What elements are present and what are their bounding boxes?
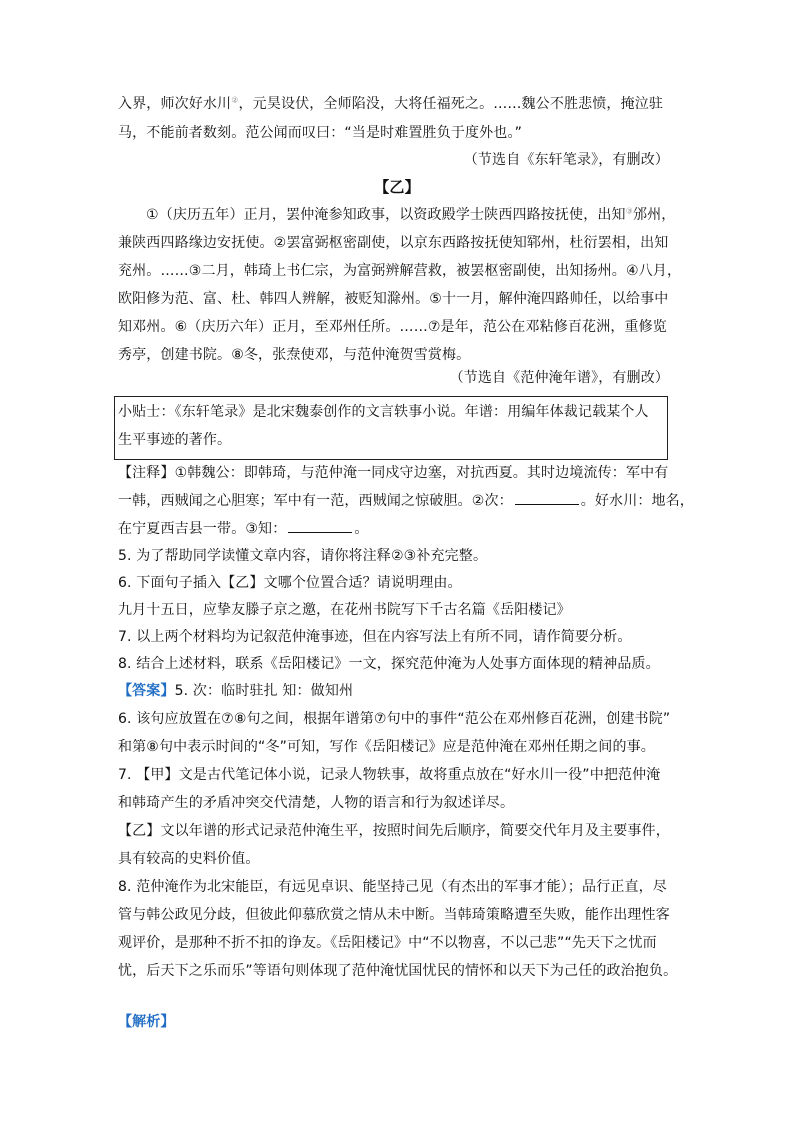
yi-line-4: 欧阳修为范、富、杜、韩四人辨解，被贬知滁州。⑤十一月，解仲淹四路帅任，以给事中 — [118, 291, 669, 307]
jia-line-2: 马，不能前者数刻。范公闻而叹曰：“当是时难置胜负于度外也。” — [118, 125, 523, 141]
question-8: 8. 结合上述材料，联系《岳阳楼记》一文，探究范仲淹为人处事方面体现的精神品质。 — [118, 656, 660, 672]
answer-7-line-3: 【乙】文以年谱的形式记录范仲淹生平，按照时间先后顺序，简要交代年月及主要事件， — [118, 823, 670, 839]
question-6-sentence: 九月十五日，应挚友滕子京之邀，在花州书院写下千古名篇《岳阳楼记》 — [118, 602, 571, 618]
notes-line-1: 【注释】①韩魏公：即韩琦，与范仲淹一同戍守边塞，对抗西夏。其时边境流传：军中有 — [118, 465, 669, 481]
answer-blank — [515, 491, 579, 505]
question-5: 5. 为了帮助同学读懂文章内容，请你将注释②③补充完整。 — [118, 548, 488, 564]
answer-label: 【答案】 — [118, 683, 175, 699]
answer-6-line-2: 和第⑧句中表示时间的“冬”可知，写作《岳阳楼记》应是范仲淹在邓州任期之间的事。 — [118, 739, 655, 755]
jia-source: （节选自《东轩笔录》，有删改） — [463, 152, 669, 168]
yi-line-3: 兖州。……③二月，韩琦上书仁宗，为富弼辨解营救，被罢枢密副使，出知扬州。④八月， — [118, 263, 682, 279]
yi-line-5: 知邓州。⑥（庆历六年）正月，至邓州任所。……⑦是年，范公在邓粘修百花洲，重修览 — [118, 319, 667, 335]
answer-6-line-1: 6. 该句应放置在⑦⑧句之间，根据年谱第⑦句中的事件“范公在邓州修百花洲，创建书院” — [118, 711, 671, 727]
tip-line-2: 生平事迹的著作。 — [118, 432, 232, 448]
analysis-label: 【解析】 — [118, 1014, 175, 1030]
question-6: 6. 下面句子插入【乙】文哪个位置合适？请说明理由。 — [118, 575, 462, 591]
question-7: 7. 以上两个材料均为记叙范仲淹事迹，但在内容写法上有所不同，请作简要分析。 — [118, 629, 632, 645]
yi-source: （节选自《范仲淹年谱》，有删改） — [449, 370, 669, 386]
jia-line-1: 入界，师次好水川②，元昊设伏，全师陷没，大将任福死之。……魏公不胜悲愤，掩泣驻 — [118, 95, 664, 112]
answer-7-line-4: 具有较高的史料价值。 — [118, 851, 260, 867]
tip-line-1: 小贴士：《东轩笔录》是北宋魏泰创作的文言轶事小说。年谱：用编年体裁记载某个人 — [118, 404, 649, 420]
answer-7-line-2: 和韩琦产生的矛盾冲突交代清楚，人物的语言和行为叙述详尽。 — [118, 795, 515, 811]
answer-8-line-1: 8. 范仲淹作为北宋能臣，有远见卓识、能坚持己见（有杰出的军事才能）；品行正直，尽 — [118, 879, 667, 895]
yi-line-2: 兼陕西四路缘边安抚使。②罢富弼枢密副使，以京东西路按抚使知郓州，杜衍罢相，出知 — [118, 235, 669, 251]
answer-blank — [288, 519, 352, 533]
answer-5: 【答案】5. 次：临时驻扎 知：做知州 — [118, 683, 354, 699]
answer-7-line-1: 7. 【甲】文是古代笔记体小说，记录人物轶事，故将重点放在“好水川一役”中把范仲淹 — [118, 767, 661, 783]
answer-8-line-2: 管与韩公政见分歧，但彼此仰慕欣赏之情从未中断。当韩琦策略遭至失败，能作出理性客 — [118, 907, 670, 923]
answer-8-line-3: 观评价，是那种不折不扣的诤友。《岳阳楼记》中“不以物喜，不以己悲”“先天下之忧而 — [118, 935, 657, 951]
notes-line-3: 在宁夏西吉县一带。③知： 。 — [118, 521, 369, 537]
notes-line-2: 一韩，西贼闻之心胆寒；军中有一范，西贼闻之惊破胆。②次： 。好水川：地名， — [118, 493, 694, 509]
answer-8-line-4: 忧，后天下之乐而乐”等语句则体现了范仲淹忧国忧民的情怀和以天下为己任的政治抱负。 — [118, 963, 678, 979]
yi-line-6: 秀亭，创建书院。⑧冬，张焘使邓，与范仲淹贺雪赏梅。 — [118, 347, 471, 363]
yi-heading: 【乙】 — [374, 178, 420, 196]
yi-line-1: ①（庆历五年）正月，罢仲淹参知政事，以资政殿学士陕西四路按抚使，出知③邠州， — [146, 206, 676, 223]
